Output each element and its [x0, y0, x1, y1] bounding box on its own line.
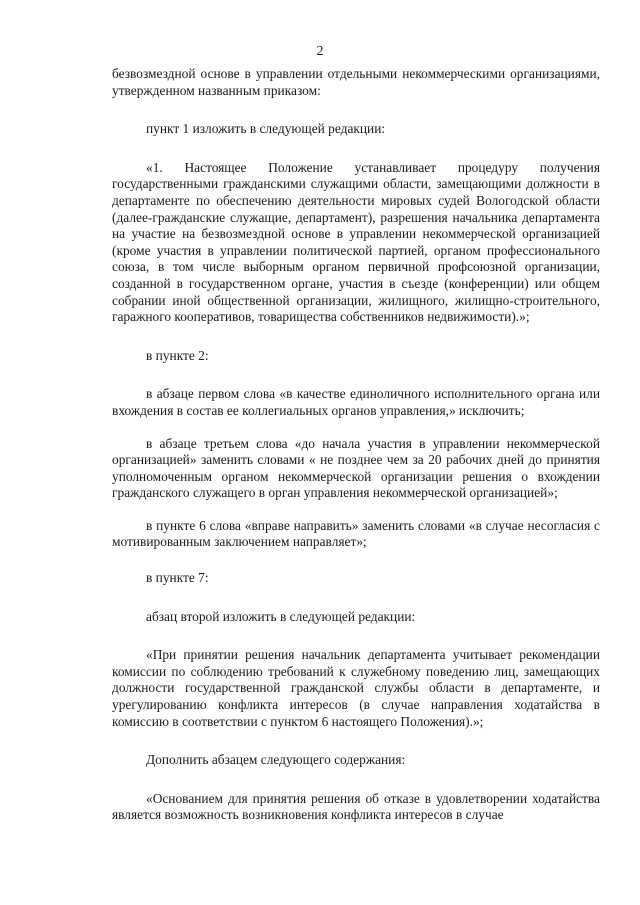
paragraph-point-1-intro: пункт 1 изложить в следующей редакции: — [146, 121, 386, 137]
page-number: 2 — [316, 44, 324, 59]
paragraph-point-6: в пункте 6 слова «вправе направить» заменить словами «в случае несогласия с мотивированным заключением направляет»; — [112, 517, 600, 550]
paragraph-continuation: безвозмездной основе в управлении отдельными некоммерческими организациями, утвержденном названным приказом: — [112, 66, 600, 98]
paragraph-point-2-intro: в пункте 2: — [146, 347, 209, 363]
paragraph-point-7-text: «При принятии решения начальник департамента учитывает рекомендации комиссии по соблюдению требований к служебному поведению лиц, замещающих должности государственной гражданской службы области в департаменте, и урегулированию конфликта интересов (в случае направления ходатайства в комиссию в соответствии с пунктом 6 настоящего Положения).»; — [112, 647, 600, 729]
paragraph-addition-intro: Дополнить абзацем следующего содержания: — [146, 752, 406, 768]
paragraph-point-7-intro: в пункте 7: — [146, 570, 209, 586]
document-body — [112, 66, 600, 824]
paragraph-point-1-text: «1. Настоящее Положение устанавливает процедуру получения государственными гражданскими служащими области, замещающими должности в департаменте по обеспечению деятельности мировых судей Вологодской области (далее-гражданские служащие, департамент), разрешения начальника департамента на участие на безвозмездной основе в управлении некоммерческой организацией (кроме участия в управлении политической партией, органом профессионального союза, в том числе выборным органом первичной профсоюзной организации, созданной в государственном органе, участия в съезде (конференции) или общем собрании иной общественной организации, жилищного, жилищно-строительного, гаражного кооперативов, товарищества собственников недвижимости).»; — [112, 159, 600, 325]
paragraph-point-7-second: абзац второй изложить в следующей редакции: — [146, 608, 416, 624]
paragraph-addition-text: «Основанием для принятия решения об отказе в удовлетворении ходатайства является возможность возникновения конфликта интересов в случае — [112, 790, 600, 823]
paragraph-point-2-first: в абзаце первом слова «в качестве единоличного исполнительного органа или вхождения в состав ее коллегиальных органов управления,» исключить; — [112, 386, 600, 418]
paragraph-point-2-third: в абзаце третьем слова «до начала участия в управлении некоммерческой организацией» заменить словами « не позднее чем за 20 рабочих дней до принятия уполномоченным органом некоммерческой организации решения о вхождении гражданского служащего в орган управления некоммерческой организацией»; — [112, 435, 600, 501]
